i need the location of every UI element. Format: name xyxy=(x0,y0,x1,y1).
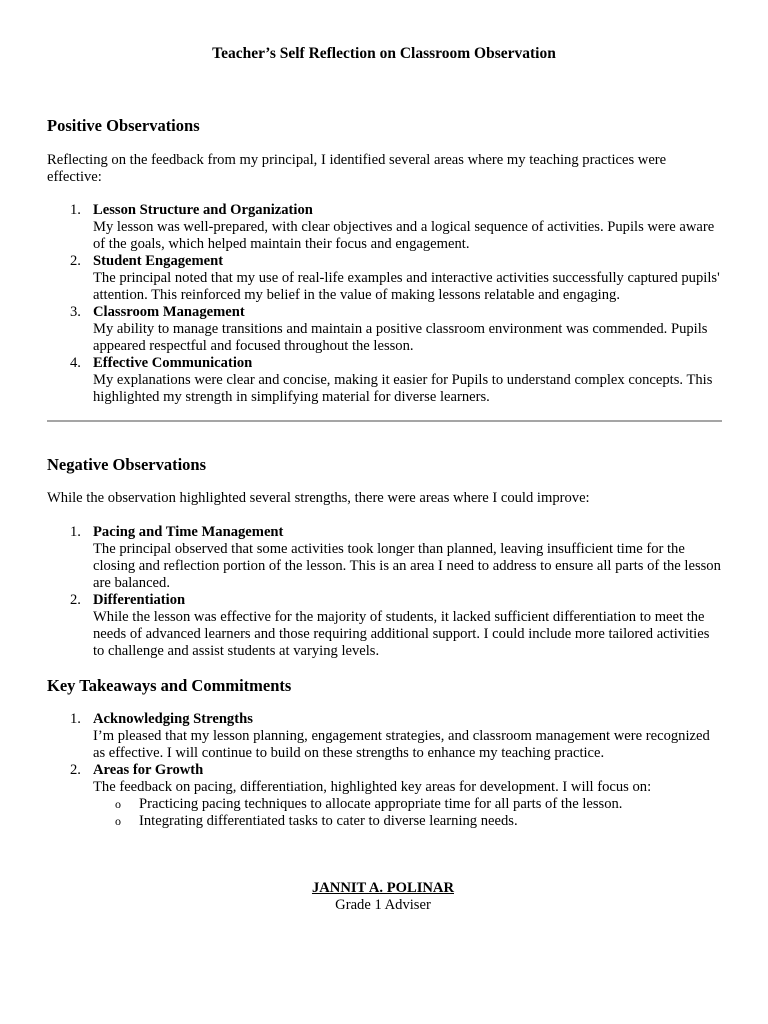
list-item-title: Differentiation xyxy=(93,592,186,608)
list-item-title: Acknowledging Strengths xyxy=(93,711,253,727)
list-item xyxy=(47,304,723,355)
sublist-item-text: Practicing pacing techniques to allocate appropriate time for all parts of the lesson. xyxy=(139,796,623,812)
positive-observations-list xyxy=(47,202,723,406)
list-item-title: Student Engagement xyxy=(93,253,224,269)
list-item-title: Effective Communication xyxy=(93,355,253,371)
key-takeaways-heading: Key Takeaways and Commitments xyxy=(47,676,292,695)
list-item-body: I’m pleased that my lesson planning, engagement strategies, and classroom management were recognized as effective. I will continue to build on these strengths to enhance my teaching practice. xyxy=(93,728,710,761)
list-item xyxy=(47,524,723,592)
circle-bullet-icon: o xyxy=(115,797,121,811)
list-item-body: The principal observed that some activities took longer than planned, leaving insufficient time for the closing and reflection portion of the lesson. This is an area I need to address to ensure all parts of the lesson are balanced. xyxy=(93,541,721,591)
list-item xyxy=(47,711,723,762)
signatory-name: JANNIT A. POLINAR xyxy=(311,880,455,896)
list-item-number: 1. xyxy=(70,524,81,540)
list-item xyxy=(47,355,723,406)
negative-observations-heading: Negative Observations xyxy=(47,455,207,474)
list-item xyxy=(47,253,723,304)
positive-observations-heading: Positive Observations xyxy=(47,116,200,135)
list-item-number: 2. xyxy=(70,592,81,608)
list-item-title: Pacing and Time Management xyxy=(93,524,284,540)
list-item-title: Classroom Management xyxy=(93,304,245,320)
list-item-body: My ability to manage transitions and maintain a positive classroom environment was commended. Pupils appeared respectful and focused throughout the lesson. xyxy=(93,321,708,354)
negative-observations-list xyxy=(47,524,723,660)
list-item-number: 2. xyxy=(70,762,81,778)
list-item-body: My lesson was well-prepared, with clear objectives and a logical sequence of activities. Pupils were aware of the goals, which helped maintain their focus and engagement. xyxy=(93,219,715,252)
list-item xyxy=(47,762,723,830)
negative-intro-paragraph: While the observation highlighted several strengths, there were areas where I could improve: xyxy=(47,490,590,506)
signature-block xyxy=(0,880,766,914)
circle-bullet-icon: o xyxy=(115,814,121,828)
list-item-number: 1. xyxy=(70,202,81,218)
sublist-item xyxy=(93,813,723,830)
list-item-number: 3. xyxy=(70,304,81,320)
horizontal-divider xyxy=(47,420,722,422)
list-item-title: Areas for Growth xyxy=(93,762,204,778)
sublist-item xyxy=(93,796,723,813)
list-item xyxy=(47,202,723,253)
growth-focus-sublist xyxy=(93,796,723,830)
list-item-number: 4. xyxy=(70,355,81,371)
list-item-body: My explanations were clear and concise, making it easier for Pupils to understand complex concepts. This highlighted my strength in simplifying material for diverse learners. xyxy=(93,372,713,405)
list-item-number: 1. xyxy=(70,711,81,727)
list-item xyxy=(47,592,723,660)
list-item-body: The principal noted that my use of real-life examples and interactive activities successfully captured pupils' attention. This reinforced my belief in the value of making lessons relatable and engaging. xyxy=(93,270,720,303)
list-item-title: Lesson Structure and Organization xyxy=(93,202,313,218)
list-item-body: While the lesson was effective for the majority of students, it lacked sufficient differentiation to meet the needs of advanced learners and those requiring additional support. I could include more tailored activities to challenge and assist students at varying levels. xyxy=(93,609,710,659)
positive-intro-paragraph: Reflecting on the feedback from my principal, I identified several areas where my teaching practices were effective: xyxy=(47,152,667,185)
document-title: Teacher’s Self Reflection on Classroom Observation xyxy=(212,45,556,62)
list-item-body: The feedback on pacing, differentiation, highlighted key areas for development. I will focus on: xyxy=(93,779,652,795)
signatory-role: Grade 1 Adviser xyxy=(335,897,431,913)
list-item-number: 2. xyxy=(70,253,81,269)
sublist-item-text: Integrating differentiated tasks to cater to diverse learning needs. xyxy=(139,813,518,829)
key-takeaways-list xyxy=(47,711,723,830)
